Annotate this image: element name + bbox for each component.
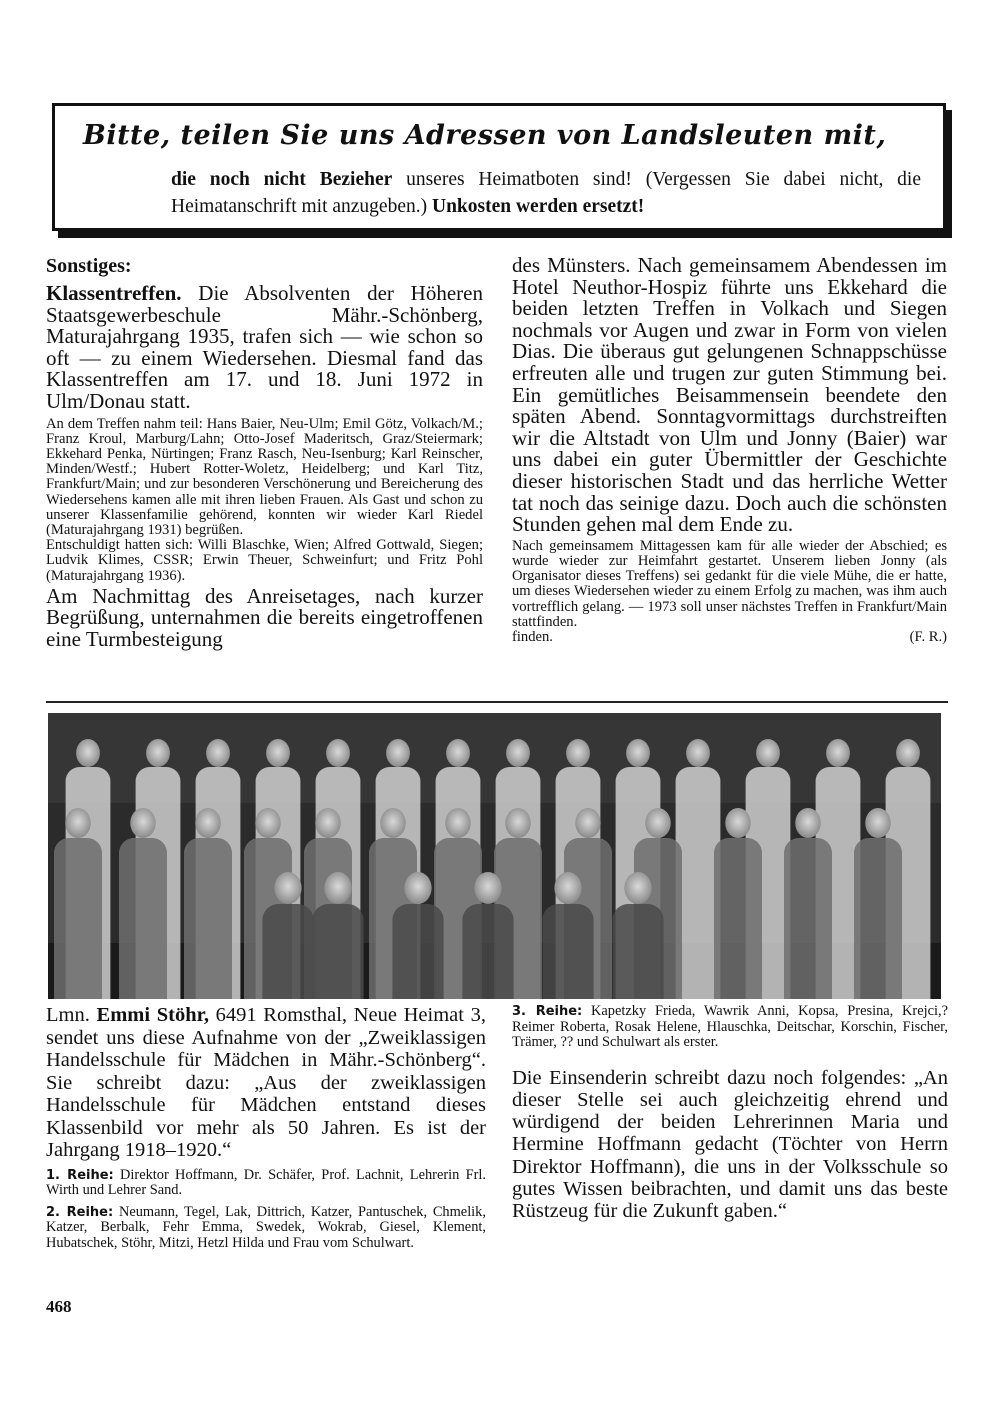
article-continued: des Münsters. Nach gemeinsamem Abendessen im Hotel Neuthor-Hospiz führte uns Ekkehard die beiden letzten Treffen in Volkach und Siegen nochmals vor Augen und zwar in Form von vielen Dias. Die überaus gut gelungenen Schnappschüsse erfreuten alle und trugen zur guten Stimmung bei. Ein gemütliches Beisammensein beendete den späten Abend. Sonntagvormittags durchstreiften wir die Altstadt von Ulm und Jonny (Baier) war uns dabei ein guter Übermittler der Geschichte dieser historischen Stadt und das herrliche Wetter tat noch das seinige dazu. Doch auch die schönsten Stunden gehen mal dem Ende zu.	[512, 253, 947, 537]
person-head	[445, 808, 471, 838]
photo-caption-main	[46, 1004, 486, 1162]
person-head	[506, 739, 530, 767]
person-head	[686, 739, 710, 767]
participants-paragraph: An dem Treffen nahm teil: Hans Baier, Neu-Ulm; Emil Götz, Volkach/M.; Franz Kroul, Marburg/Lahn; Otto-Josef Maderitsch, Graz/Steiermark; Ekkehard Penka, Nürtingen; Franz Rasch, Neu-Isenburg; Karl Reinscher, Minden/Westf.; Hubert Rotter-Woletz, Heidelberg; und Karl Titz, Frankfurt/Main; und zur besonderen Verschönerung und Bereicherung des Wiedersehens kamen alle mit ihren lieben Frauen. Als Gast und schon zu unserer Klassenfamilie gehörend, konnten wir wieder Karl Riedel (Maturajahrgang 1931) begrüßen.	[46, 415, 483, 538]
person-head	[554, 872, 581, 904]
page-number: 468	[46, 1297, 72, 1316]
article-lead: Klassentreffen.	[46, 281, 182, 305]
person-head	[206, 739, 230, 767]
afternoon-paragraph: Am Nachmittag des Anreisetages, nach kurzer Begrüßung, unternahmen die bereits eingetroffenen eine Turmbesteigung	[46, 583, 483, 651]
row-3-label: 3. Reihe:	[512, 1004, 583, 1019]
excused-paragraph: Entschuldigt hatten sich: Willi Blaschke, Wien; Alfred Gottwald, Siegen; Ludvik Klimes, CSSR; Erwin Theuer, Schweinfurt; und Fritz Pohl (Maturajahrgang 1936).	[46, 537, 483, 584]
closing-end: finden.	[512, 628, 553, 645]
person-head	[896, 739, 920, 767]
person-head	[756, 739, 780, 767]
person-body	[714, 838, 762, 999]
person-body	[392, 904, 443, 999]
article-intro	[46, 283, 483, 413]
person-head	[474, 872, 501, 904]
person-head	[380, 808, 406, 838]
person-head	[65, 808, 91, 838]
person-body	[462, 904, 513, 999]
photo-caption-right	[512, 1004, 948, 1223]
row-1-names	[46, 1168, 486, 1199]
person-body	[542, 904, 593, 999]
caption-sender: Emmi Stöhr,	[96, 1004, 209, 1026]
person-head	[315, 808, 341, 838]
signature-row	[512, 630, 947, 645]
right-article-column	[512, 255, 947, 645]
person-head	[446, 739, 470, 767]
row-1-label: 1. Reihe:	[46, 1167, 114, 1183]
person-head	[645, 808, 671, 838]
person-body	[612, 904, 663, 999]
closing-paragraph	[512, 539, 947, 630]
class-photo	[48, 713, 941, 999]
person-head	[795, 808, 821, 838]
person-head	[76, 739, 100, 767]
person-head	[146, 739, 170, 767]
person-head	[404, 872, 431, 904]
section-heading: Sonstiges:	[46, 255, 132, 277]
row-2-text: Neumann, Tegel, Lak, Dittrich, Katzer, Pantuschek, Chmelik, Katzer, Berbalk, Fehr Emma, Swedek, Wokrab, Giesel, Klement, Hubatschek, Stöhr, Mitzi, Hetzl Hilda und Frau vom Schulwart.	[46, 1203, 486, 1251]
person-head	[626, 739, 650, 767]
row-3-names	[512, 1004, 948, 1051]
person-body	[676, 767, 721, 999]
person-head	[566, 739, 590, 767]
banner-title: Bitte, teilen Sie uns Adressen von Landsleuten mit,	[83, 120, 887, 151]
person-body	[854, 838, 902, 999]
caption-text: 6491 Romsthal, Neue Heimat 3, sendet uns diese Aufnahme von der „Zweiklassigen Handelsschule für Mädchen in Mähr.-Schönberg“. Sie schreibt dazu: „Aus der zweiklassigen Handelsschule für Mädchen entstand dieses Klassenbild vor mehr als 50 Jahren. Es ist der Jahrgang 1918–1920.“	[46, 1004, 487, 1161]
sender-quote: Die Einsenderin schreibt dazu noch folgendes: „An dieser Stelle sei auch gleichzeitig ehrend und würdigend der beiden Lehrerinnen Maria und Hermine Hoffmann gedacht (Töchter von Herrn Direktor Hoffmann), die uns in der Volksschule so gutes Wissen beibrachten, und damit uns das beste Rüstzeug für die Zukunft gaben.“	[512, 1066, 948, 1223]
person-head	[386, 739, 410, 767]
row-2-label: 2. Reihe:	[46, 1204, 114, 1220]
person-head	[324, 872, 351, 904]
class-photo-illustration	[48, 713, 941, 999]
address-request-banner	[52, 103, 946, 231]
person-head	[195, 808, 221, 838]
person-head	[865, 808, 891, 838]
person-head	[274, 872, 301, 904]
photo-caption-left	[46, 1004, 486, 1251]
person-head	[826, 739, 850, 767]
person-head	[575, 808, 601, 838]
banner-bold-2: Unkosten werden ersetzt!	[431, 196, 645, 217]
person-head	[725, 808, 751, 838]
person-head	[326, 739, 350, 767]
banner-bold-1: die noch nicht Bezieher	[171, 169, 393, 190]
person-head	[624, 872, 651, 904]
person-head	[130, 808, 156, 838]
row-1-text: Direktor Hoffmann, Dr. Schäfer, Prof. Lachnit, Lehrerin Frl. Wirth und Lehrer Sand.	[46, 1166, 486, 1198]
row-2-names	[46, 1205, 486, 1252]
row-3-text: Kapetzky Frieda, Wawrik Anni, Kopsa, Presina, Krejci,? Reimer Roberta, Rosak Helene, Hlauschka, Deitschar, Korschin, Fischer, Trämer, ?? und Schulwart als erster.	[512, 1003, 948, 1050]
left-article-column	[46, 255, 483, 651]
person-head	[266, 739, 290, 767]
person-body	[312, 904, 363, 999]
banner-text-1: unseres Heimatboten sind! (Vergessen Sie dabei nicht, die Heimatanschrift mit anzugeben.)	[171, 169, 921, 217]
person-body	[119, 838, 167, 999]
person-body	[262, 904, 313, 999]
author-signature: (F. R.)	[909, 628, 947, 645]
person-head	[255, 808, 281, 838]
closing-text: Nach gemeinsamem Mittagessen kam für alle wieder der Abschied; es wurde wieder zur Heimfahrt gestartet. Unserem lieben Jonny (als Organisator dieses Treffens) sei gedankt für die viele Mühe, die er hatte, um dieses Wiedersehen wieder zu einem Erfolg zu machen, was ihm auch vortrefflich gelang. — 1973 soll unser nächstes Treffen in Frankfurt/Main stattfinden.	[512, 537, 947, 630]
person-body	[184, 838, 232, 999]
section-divider	[46, 701, 948, 703]
article-intro-text: Die Absolventen der Höheren Staatsgewerbeschule Mähr.-Schönberg, Maturajahrgang 1935, trafen sich — wie schon so oft — zu einem Wiedersehen. Diesmal fand das Klassentreffen am 17. und 18. Juni 1972 in Ulm/Donau statt.	[46, 281, 483, 413]
caption-prefix: Lmn.	[46, 1004, 97, 1026]
person-body	[54, 838, 102, 999]
person-body	[784, 838, 832, 999]
banner-text	[171, 166, 921, 220]
person-head	[505, 808, 531, 838]
